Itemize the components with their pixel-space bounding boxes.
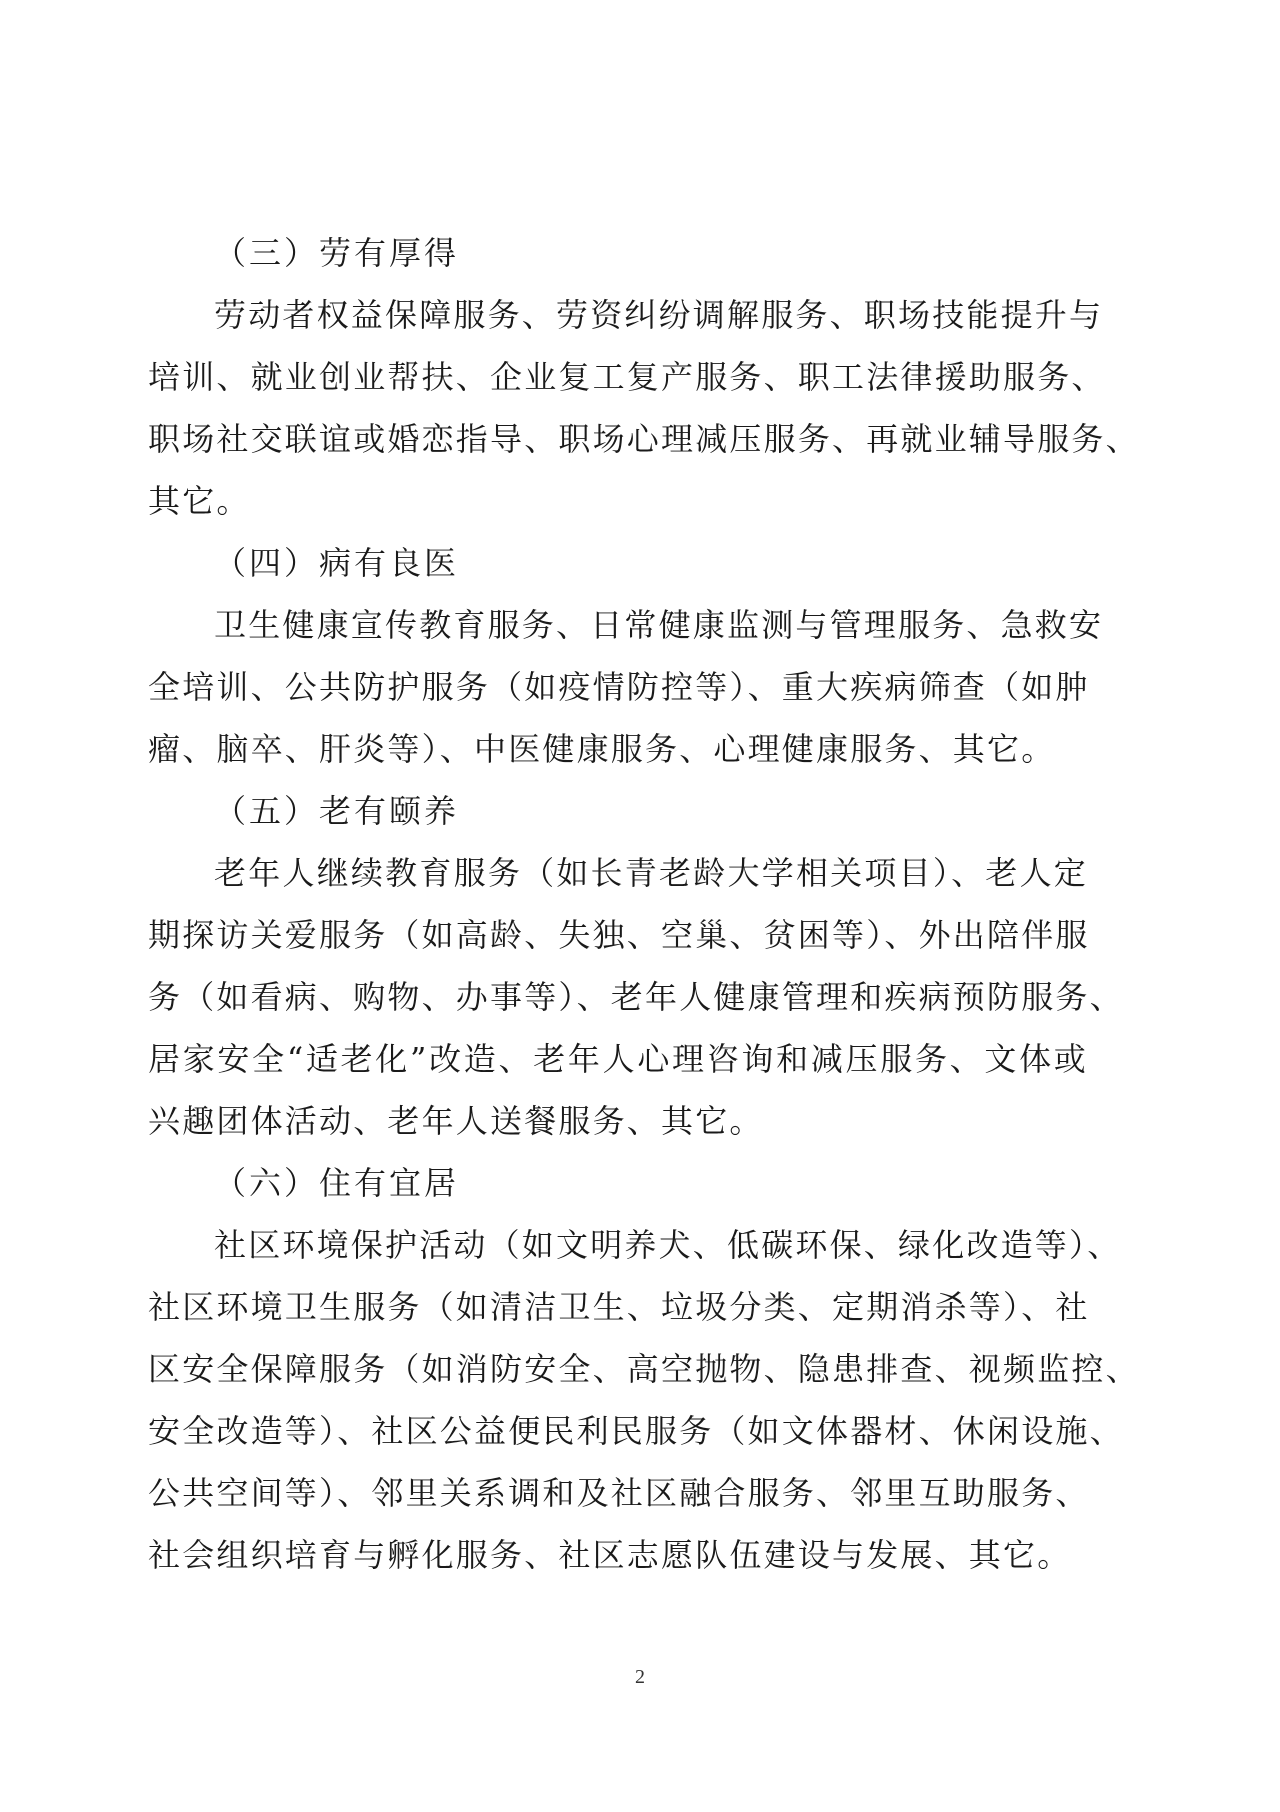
section-si bbox=[148, 532, 1104, 780]
section-heading: （三）劳有厚得 bbox=[214, 234, 460, 272]
paragraph-line: 其它。 bbox=[148, 482, 251, 520]
section-san bbox=[148, 222, 1140, 532]
page-number: 2 bbox=[635, 1666, 645, 1688]
paragraph-line: 安全改造等）、社区公益便民利民服务（如文体器材、休闲设施、 bbox=[148, 1412, 1124, 1450]
paragraph-line: 职场社交联谊或婚恋指导、职场心理减压服务、再就业辅导服务、 bbox=[148, 420, 1140, 458]
paragraph-line: 公共空间等）、邻里关系调和及社区融合服务、邻里互助服务、 bbox=[148, 1474, 1090, 1512]
section-liu bbox=[148, 1152, 1140, 1586]
paragraph-line: 期探访关爱服务（如高龄、失独、空巢、贫困等）、外出陪伴服 bbox=[148, 916, 1090, 954]
paragraph-line: 兴趣团体活动、老年人送餐服务、其它。 bbox=[148, 1102, 764, 1140]
paragraph-line: 瘤、脑卒、肝炎等）、中医健康服务、心理健康服务、其它。 bbox=[148, 730, 1056, 768]
section-heading: （五）老有颐养 bbox=[214, 792, 460, 830]
paragraph-line: 社会组织培育与孵化服务、社区志愿队伍建设与发展、其它。 bbox=[148, 1536, 1072, 1574]
paragraph-line: 老年人继续教育服务（如长青老龄大学相关项目）、老人定 bbox=[214, 854, 1088, 892]
section-wu bbox=[148, 780, 1124, 1152]
paragraph-line: 劳动者权益保障服务、劳资纠纷调解服务、职场技能提升与 bbox=[214, 296, 1104, 334]
paragraph-line: 社区环境保护活动（如文明养犬、低碳环保、绿化改造等）、 bbox=[214, 1226, 1122, 1264]
section-heading: （四）病有良医 bbox=[214, 544, 460, 582]
section-heading: （六）住有宜居 bbox=[214, 1164, 460, 1202]
paragraph-line: 全培训、公共防护服务（如疫情防控等）、重大疾病筛查（如肿 bbox=[148, 668, 1090, 706]
paragraph-line: 社区环境卫生服务（如清洁卫生、垃圾分类、定期消杀等）、社 bbox=[148, 1288, 1090, 1326]
paragraph-line: 居家安全“适老化”改造、老年人心理咨询和减压服务、文体或 bbox=[148, 1040, 1088, 1078]
paragraph-line: 区安全保障服务（如消防安全、高空抛物、隐患排查、视频监控、 bbox=[148, 1350, 1140, 1388]
paragraph-line: 务（如看病、购物、办事等）、老年人健康管理和疾病预防服务、 bbox=[148, 978, 1124, 1016]
document-body bbox=[148, 222, 1140, 1586]
paragraph-line: 卫生健康宣传教育服务、日常健康监测与管理服务、急救安 bbox=[214, 606, 1104, 644]
paragraph-line: 培训、就业创业帮扶、企业复工复产服务、职工法律援助服务、 bbox=[148, 358, 1106, 396]
